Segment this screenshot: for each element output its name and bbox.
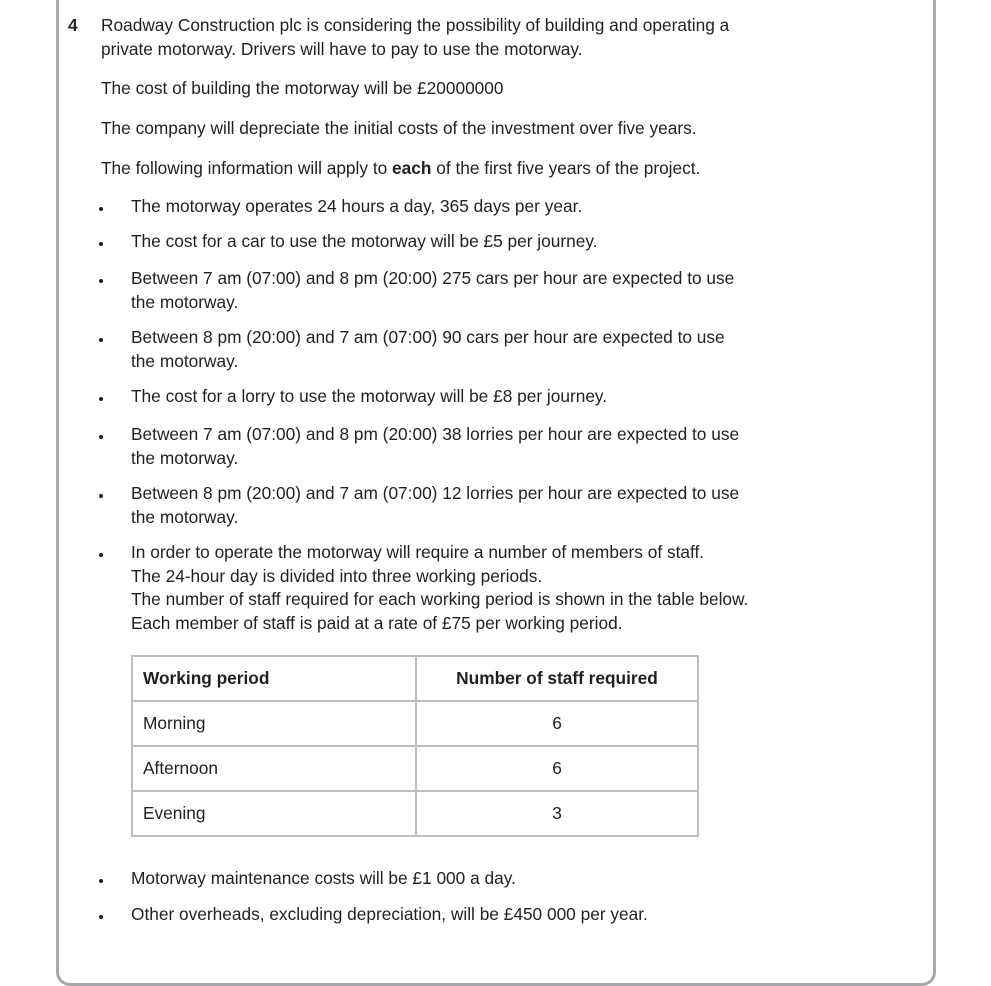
info-bold: each <box>392 158 432 178</box>
bullet-text: The cost for a car to use the motorway will be £5 per journey. <box>131 231 598 251</box>
intro-line-1: Roadway Construction plc is considering the possibility of building and operating a <box>101 15 730 35</box>
staff-cell: 6 <box>416 746 698 791</box>
bullet-text: Other overheads, excluding depreciation, will be £450 000 per year. <box>131 904 648 924</box>
bullet-text: The number of staff required for each working period is shown in the table below. <box>131 589 749 610</box>
bullet-icon <box>99 879 103 883</box>
question-number: 4 <box>68 15 78 35</box>
bullet-text: the motorway. <box>131 350 239 371</box>
bullet-icon <box>99 494 103 498</box>
bullet-text: the motorway. <box>131 447 239 468</box>
period-cell: Afternoon <box>132 746 416 791</box>
table-header-row <box>132 656 698 701</box>
bullet-text: Between 8 pm (20:00) and 7 am (07:00) 90 cars per hour are expected to use <box>131 327 725 347</box>
bullet-text: the motorway. <box>131 506 239 527</box>
paragraph-info <box>101 157 700 181</box>
bullet-icon <box>99 397 103 401</box>
paragraph-cost: The cost of building the motorway will be £20000000 <box>101 78 504 98</box>
table-row <box>132 701 698 746</box>
period-cell: Evening <box>132 791 416 836</box>
bullet-icon <box>99 338 103 342</box>
bullet-icon <box>99 915 103 919</box>
bullet-text: The 24-hour day is divided into three working periods. <box>131 565 543 586</box>
bullet-text: the motorway. <box>131 291 239 312</box>
paragraph-depreciation: The company will depreciate the initial costs of the investment over five years. <box>101 118 697 138</box>
bullet-text: The cost for a lorry to use the motorway will be £8 per journey. <box>131 386 608 406</box>
bullet-text: In order to operate the motorway will require a number of members of staff. <box>131 542 705 562</box>
bullet-icon <box>99 553 103 557</box>
bullet-icon <box>99 242 103 246</box>
info-after: of the first five years of the project. <box>431 158 701 178</box>
bullet-text: Each member of staff is paid at a rate of £75 per working period. <box>131 613 623 634</box>
bullet-text: Between 7 am (07:00) and 8 pm (20:00) 38 lorries per hour are expected to use <box>131 424 740 444</box>
staff-table <box>131 655 699 837</box>
header-working-period: Working period <box>132 656 416 701</box>
info-before: The following information will apply to <box>101 158 393 178</box>
staff-cell: 3 <box>416 791 698 836</box>
bullet-icon <box>99 279 103 283</box>
staff-cell: 6 <box>416 701 698 746</box>
table-row <box>132 746 698 791</box>
bullet-icon <box>99 435 103 439</box>
bullet-text: The motorway operates 24 hours a day, 365 days per year. <box>131 196 583 216</box>
header-staff-required: Number of staff required <box>416 656 698 701</box>
period-cell: Morning <box>132 701 416 746</box>
bullet-text: Motorway maintenance costs will be £1 000 a day. <box>131 868 516 888</box>
table-row <box>132 791 698 836</box>
bullet-icon <box>99 207 103 211</box>
bullet-text: Between 8 pm (20:00) and 7 am (07:00) 12 lorries per hour are expected to use <box>131 483 740 503</box>
bullet-text: Between 7 am (07:00) and 8 pm (20:00) 275 cars per hour are expected to use <box>131 268 735 288</box>
intro-line-2: private motorway. Drivers will have to pay to use the motorway. <box>101 39 583 59</box>
